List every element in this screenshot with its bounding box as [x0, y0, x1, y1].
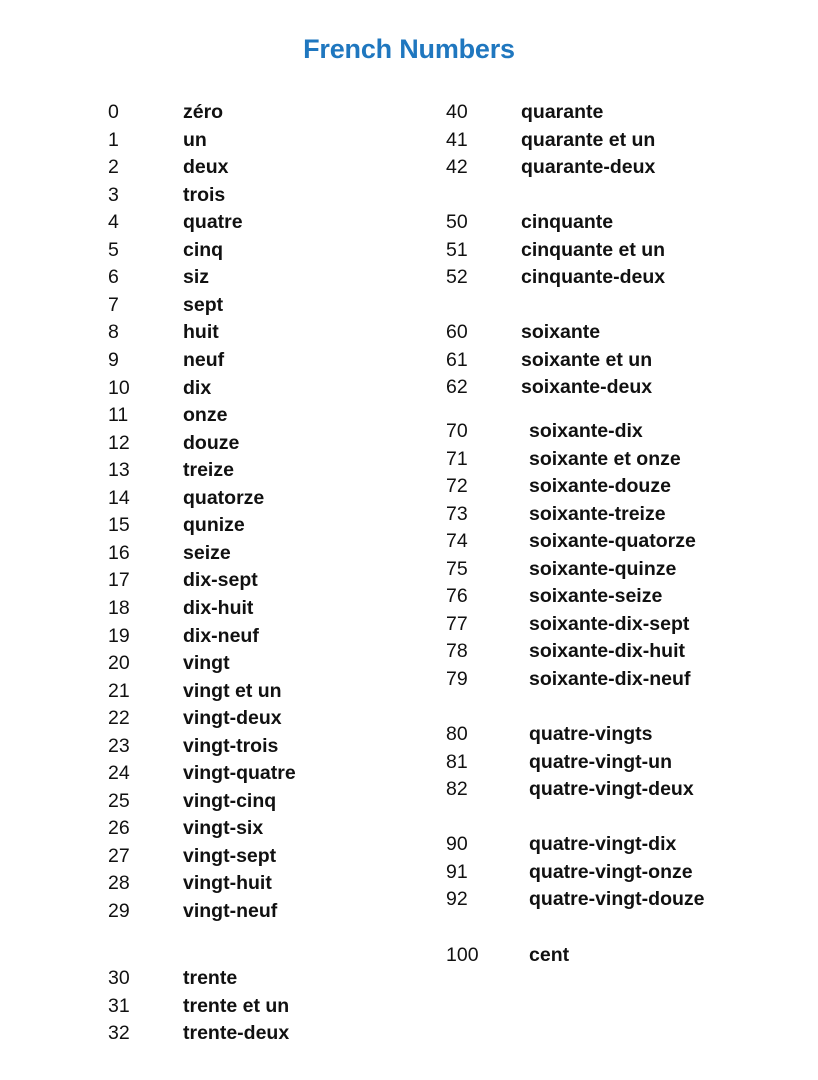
french-word: vingt-quatre	[183, 762, 296, 785]
numeral: 10	[108, 376, 130, 399]
numeral: 4	[108, 211, 119, 234]
french-word: soixante et onze	[529, 447, 681, 470]
numeral: 5	[108, 238, 119, 261]
numeral: 82	[446, 778, 468, 801]
numeral: 60	[446, 321, 468, 343]
numeral: 71	[446, 447, 468, 470]
french-word: soixante-deux	[521, 376, 653, 399]
numeral: 21	[108, 679, 130, 702]
french-word: vingt-six	[183, 817, 264, 840]
french-word: soixante et un	[521, 348, 653, 371]
numeral: 92	[446, 888, 468, 911]
numeral: 70	[446, 420, 468, 442]
numeral: 18	[108, 596, 130, 619]
numeral: 7	[108, 293, 119, 316]
numeral: 24	[108, 762, 130, 785]
french-word: soixante-dix-huit	[529, 640, 686, 663]
numeral: 79	[446, 668, 468, 690]
numeral: 16	[108, 541, 130, 564]
french-word: soixante-treize	[529, 502, 666, 525]
french-word: soixante-dix	[529, 420, 643, 442]
numeral: 12	[108, 431, 130, 454]
french-word: dix-sept	[183, 569, 258, 592]
numeral: 75	[446, 557, 468, 580]
french-word: quatorze	[183, 486, 265, 509]
numeral: 74	[446, 530, 468, 553]
french-word: quatre-vingt-un	[529, 750, 672, 773]
french-word: vingt-huit	[183, 872, 272, 895]
numeral: 80	[446, 723, 468, 745]
french-word: soixante-quatorze	[529, 530, 696, 553]
numeral: 6	[108, 266, 119, 289]
french-word: vingt et un	[183, 679, 282, 702]
french-word: deux	[183, 156, 229, 179]
numeral: 91	[446, 860, 468, 883]
french-word: cinquante-deux	[521, 266, 666, 289]
numeral: 100	[446, 944, 479, 966]
french-word: cinquante	[521, 211, 614, 233]
french-word: soixante-douze	[529, 475, 671, 498]
numeral: 19	[108, 624, 130, 647]
french-word: trente et un	[183, 994, 290, 1017]
numeral: 27	[108, 844, 130, 867]
french-word: vingt	[183, 652, 230, 674]
numeral: 32	[108, 1022, 130, 1045]
numeral: 78	[446, 640, 468, 663]
french-word: quatre-vingt-deux	[529, 778, 694, 801]
french-word: quarante et un	[521, 128, 656, 151]
numeral: 26	[108, 817, 130, 840]
french-word: trente-deux	[183, 1022, 290, 1045]
french-word: sept	[183, 293, 224, 316]
french-word: douze	[183, 431, 240, 454]
french-word: soixante-quinze	[529, 557, 677, 580]
numeral: 28	[108, 872, 130, 895]
french-word: vingt-trois	[183, 734, 279, 757]
french-word: trois	[183, 183, 226, 206]
numeral: 22	[108, 707, 130, 730]
numeral: 61	[446, 348, 468, 371]
french-word: quarante	[521, 101, 604, 123]
french-word: vingt-cinq	[183, 789, 277, 812]
french-word: trente	[183, 967, 238, 989]
french-word: vingt-deux	[183, 707, 282, 730]
french-word: seize	[183, 541, 231, 564]
numeral: 1	[108, 128, 119, 151]
page-title: French Numbers	[303, 34, 515, 64]
french-word: neuf	[183, 349, 225, 371]
french-word: quatre-vingt-onze	[529, 860, 693, 883]
french-word: cent	[529, 944, 570, 966]
french-word: cinq	[183, 238, 224, 261]
french-word: soixante-dix-neuf	[529, 668, 691, 690]
numeral: 77	[446, 612, 468, 635]
french-word: vingt-neuf	[183, 900, 278, 922]
numeral: 14	[108, 486, 130, 509]
numeral: 52	[446, 266, 468, 289]
french-word: quatre-vingt-dix	[529, 833, 677, 855]
french-word: soixante-dix-sept	[529, 612, 690, 635]
numeral: 81	[446, 750, 468, 773]
numeral: 8	[108, 321, 119, 344]
numeral: 72	[446, 475, 468, 498]
numeral: 17	[108, 569, 130, 592]
numeral: 41	[446, 128, 468, 151]
french-word: quarante-deux	[521, 156, 656, 179]
numeral: 90	[446, 833, 468, 855]
numeral: 2	[108, 156, 119, 179]
numeral: 15	[108, 514, 130, 537]
numeral: 51	[446, 238, 468, 261]
numeral: 0	[108, 101, 119, 123]
numeral: 3	[108, 183, 119, 206]
numeral: 31	[108, 994, 130, 1017]
french-word: onze	[183, 404, 228, 427]
french-word: quatre-vingt-douze	[529, 888, 705, 911]
french-word: dix-neuf	[183, 624, 259, 647]
french-word: cinquante et un	[521, 238, 666, 261]
numeral: 11	[108, 404, 129, 427]
french-word: qunize	[183, 514, 245, 537]
numeral: 50	[446, 211, 468, 233]
french-word: zéro	[183, 101, 224, 123]
french-word: soixante	[521, 321, 601, 343]
numeral: 73	[446, 502, 468, 525]
french-word: dix-huit	[183, 596, 254, 619]
french-word: quatre-vingts	[529, 723, 653, 745]
french-word: soixante-seize	[529, 585, 663, 608]
numeral: 76	[446, 585, 468, 608]
numeral: 20	[108, 652, 130, 674]
numeral: 23	[108, 734, 130, 757]
french-word: treize	[183, 459, 234, 482]
french-word: quatre	[183, 211, 243, 234]
numeral: 9	[108, 349, 119, 371]
numeral: 29	[108, 900, 130, 922]
numeral: 42	[446, 156, 468, 179]
numeral: 40	[446, 101, 468, 123]
french-word: un	[183, 128, 207, 151]
french-word: vingt-sept	[183, 844, 277, 867]
numeral: 25	[108, 789, 130, 812]
numeral: 62	[446, 376, 468, 399]
french-word: siz	[183, 266, 210, 289]
numeral: 13	[108, 459, 130, 482]
french-word: dix	[183, 376, 212, 399]
numeral: 30	[108, 967, 130, 989]
french-word: huit	[183, 321, 219, 344]
